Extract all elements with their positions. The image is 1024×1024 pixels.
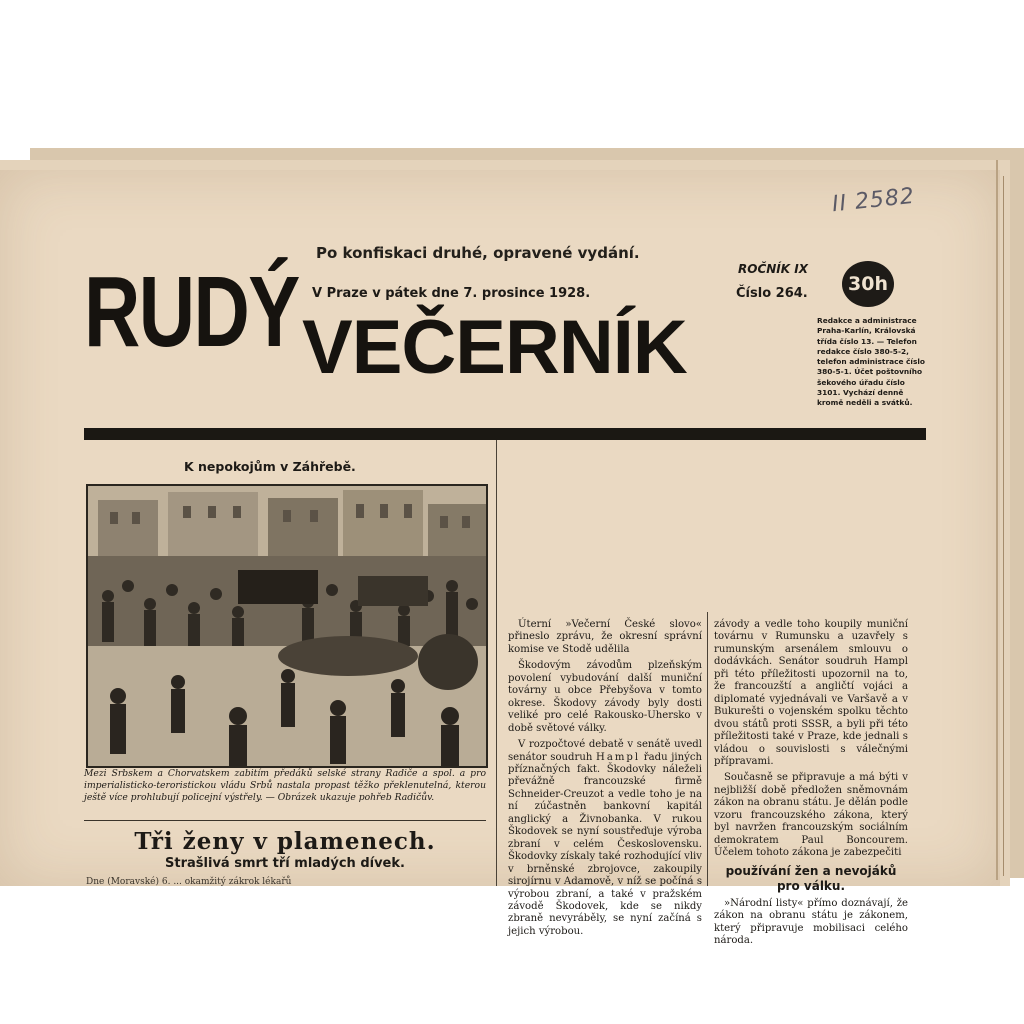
column-rule [84,820,486,821]
paper-edge [1003,176,1004,876]
article-paragraph: Současně se připravuje a má býti v nejbližší době předložen sněmovnám zákon na obranu státu. Je dělán podle vzoru francouzského zákona, který byl navržen francouzským sociálním demokratem Paul Boncourem. Účelem tohoto zákona je zabezpečiti [714,772,908,859]
price-badge: 30h [842,261,894,307]
paper-fold [996,160,998,880]
senator-name: Hampl [596,751,641,763]
story-headline: Tři ženy v plamenech. [134,828,436,855]
column-divider [707,612,708,886]
article-paragraph: Úterní »Večerní České slovo« přineslo zprávu, že okresní správní komise ve Stodě udělila [508,619,702,655]
news-photo [86,484,488,768]
issue-number: Číslo 264. [736,286,808,301]
article-subheading: používání žen a nevojáků pro válku. [725,863,897,893]
story-subhead: Strašlivá smrt tří mladých dívek. [165,856,405,871]
masthead-vecernik: VEČERNÍK [302,305,687,390]
handwritten-archive-number: II 2582 [830,183,917,218]
article-text: řadu jiných příznačných fakt. Škodovky náleželi převážně francouzské firmě Schneider-Creuzot a vedle toho je na ní zúčastněn bankovní kapitál anglický a Živnobanka. V rukou Škodovek se nyní soustřeďuje výroba zbraní v celém Československu. Škodovky získaly také rozhodující vliv v brněnské zbrojovce, zakoupily sirojírnu v Adamově, v níž se počíná s výrobou zbraní, a také v pražském závodě Škodovek, kde se nikdy zbraně nevyráběly, se nyní začíná s jejich výrobou. [508,751,702,937]
edition-note: Po konfiskaci druhé, opravené vydání. [316,244,640,262]
article-paragraph: Škodovým závodům plzeňským povolení vybudování další muniční továrny u obce Přebyšova v tomto okrese. Škodovy závody byly dosti veliké pro celé Rakousko-Uhersko v době světové války. [508,660,702,734]
dateline: V Praze v pátek dne 7. prosince 1928. [312,286,591,301]
article-column-2 [714,619,908,946]
funeral-crowd-photo [88,486,486,766]
photo-caption: Mezi Srbskem a Chorvatskem zabitím předáků selské strany Radiče a spol. a pro imperialisticko-teroristickou vládu Srbů nastala propast těžko překlenutelná, kterou ještě více prohlubují policejní výstřely. — Obrázek ukazuje pohřeb Radičův. [84,768,486,803]
volume-label: ROČNÍK IX [738,262,808,276]
article-text: V rozpočtové debatě v senátě uvedl senátor soudruh [508,739,702,763]
masthead-rule [84,428,926,440]
column-divider [496,440,497,886]
office-info: Redakce a administrace Praha-Karlín, Královská třída číslo 13. — Telefon redakce číslo 380-5-2, telefon administrace číslo 380-5-1. Účet poštovního šekového úřadu číslo 3101. Vychází denně kromě neděli a svátků. [817,316,925,408]
article-paragraph: závody a vedle toho koupily muniční továrnu v Rumunsku a uzavřely s rumunským arsenálem smlouvu o dodávkách. Senátor soudruh Hampl při této příležitosti upozornil na to, že francouzští a angličtí vojáci a diplomaté vyjednávali ve Varšavě a v Bukurešti o vojenském spolku těchto dvou států proti SSSR, a byli při této příležitosti také v Praze, kde jednali s vládou o souvislosti s válečnými přípravami. [714,619,908,767]
photo-title: K nepokojům v Záhřebě. [184,459,356,474]
masthead-rudy: RUDÝ [84,256,299,368]
article-paragraph: »Národní listy« přímo doznávají, že zákon na obranu státu je zákonem, který připravuje mobilisaci celého národa. [714,897,908,946]
story-body-fragment: Dne (Moravské) 6. ... okamžitý zákrok lékařů [86,877,292,887]
article-paragraph [508,739,702,938]
article-column-1 [508,619,702,937]
